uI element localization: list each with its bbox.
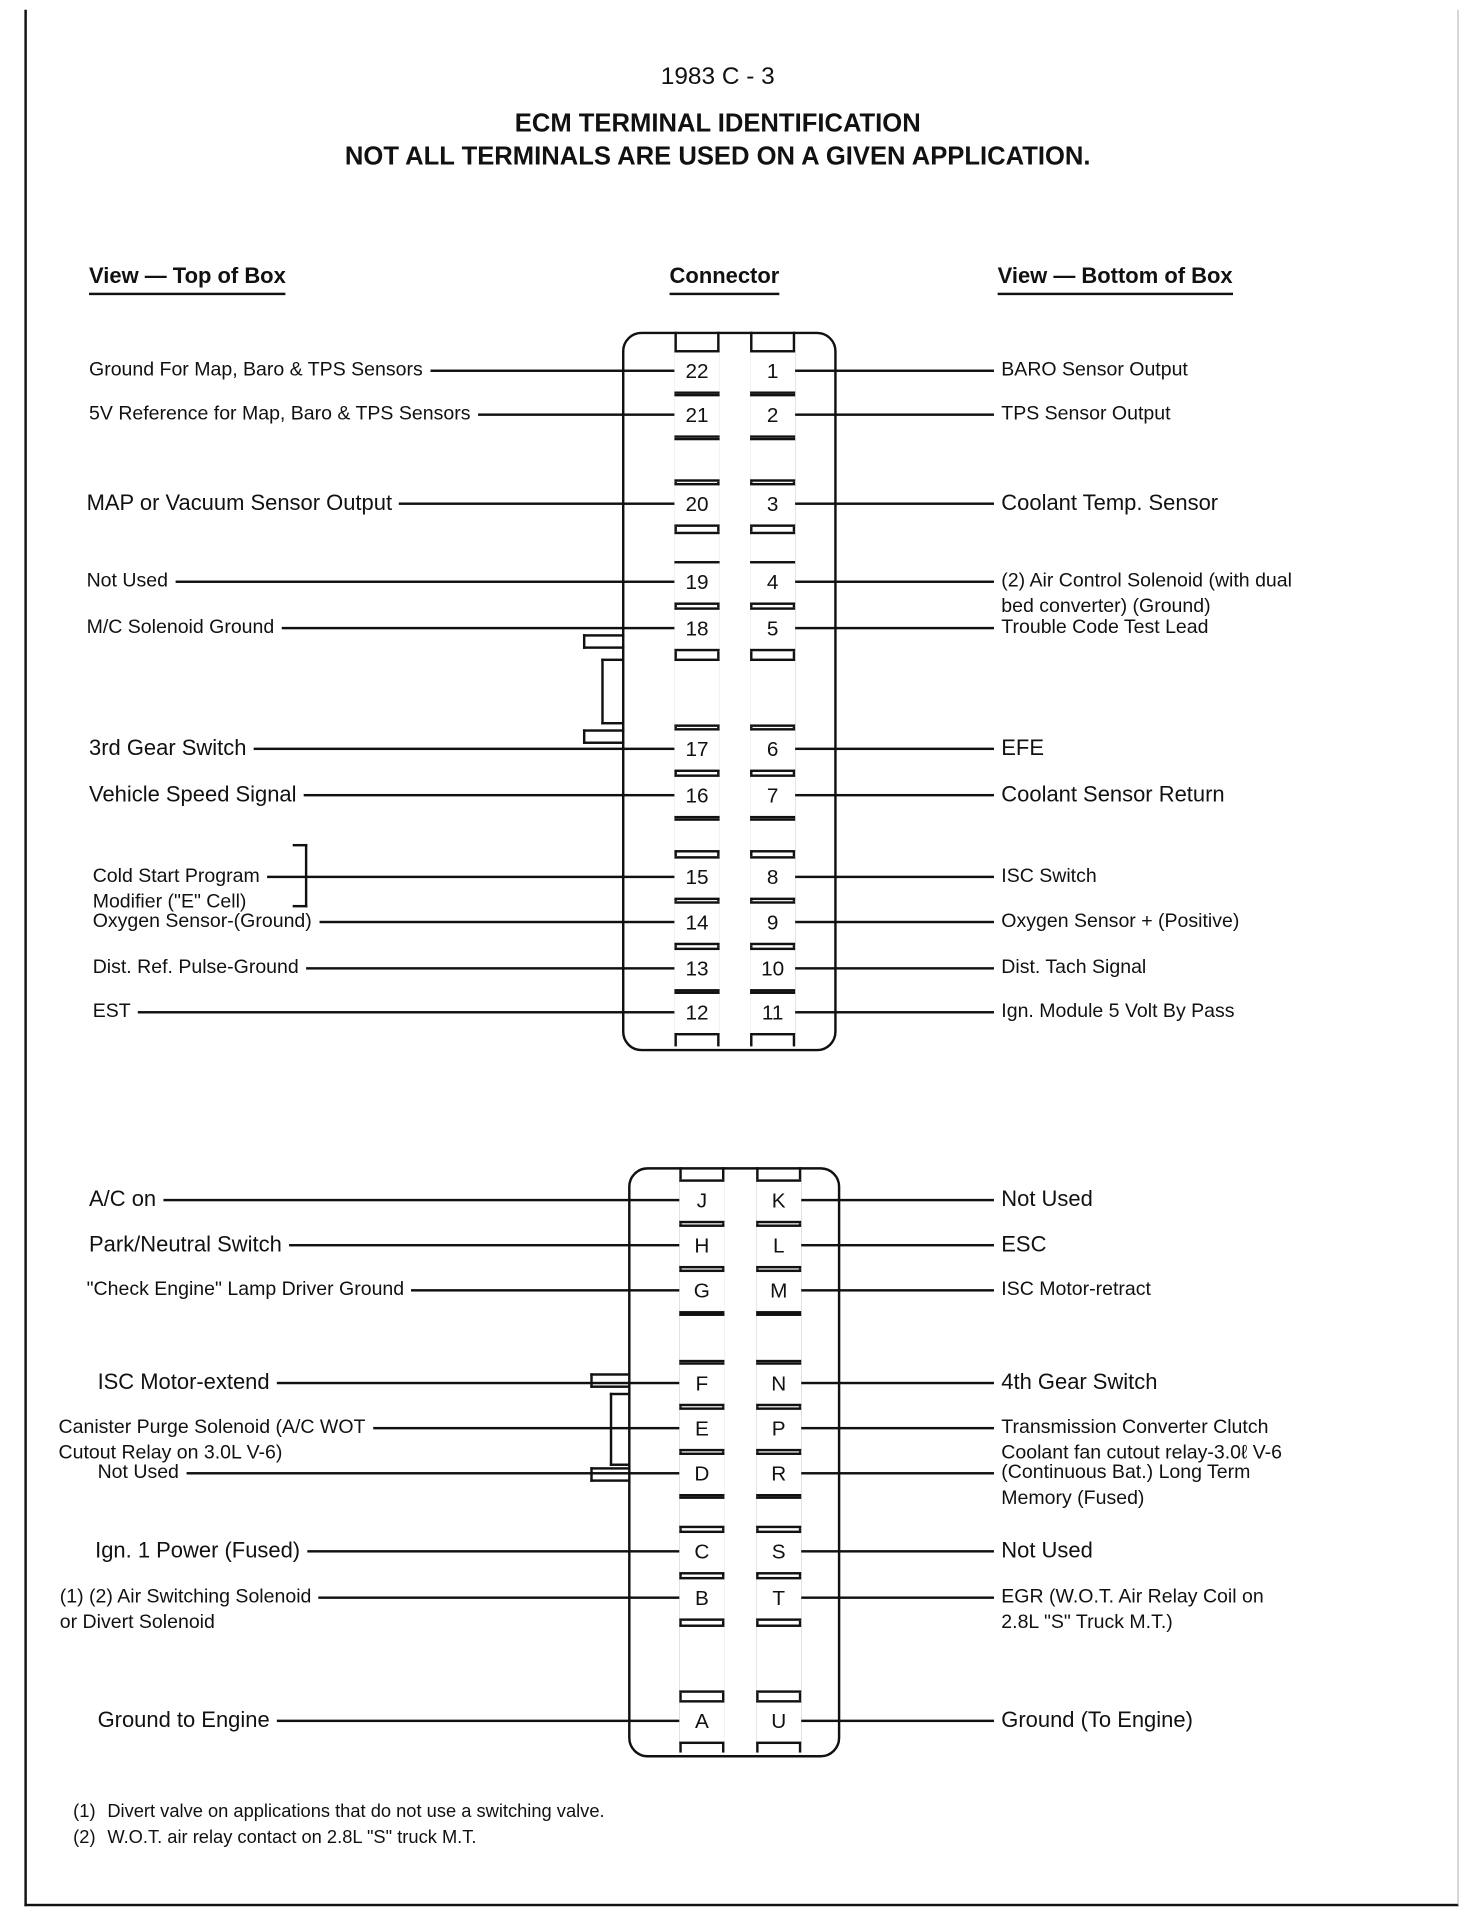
pin-left: J — [679, 1179, 724, 1223]
leader-line — [306, 967, 674, 969]
pin-left — [674, 659, 719, 727]
left-label-row — [93, 955, 675, 981]
right-label-row — [795, 490, 1218, 516]
terminal-label: Oxygen Sensor + (Positive) — [1001, 911, 1240, 932]
leader-line — [373, 1427, 680, 1429]
leader-line — [795, 502, 994, 504]
left-label-row — [93, 999, 675, 1025]
left-label-row — [89, 1187, 679, 1213]
terminal-label: Transmission Converter Clutch Coolant fan cutout relay-3.0ℓ V-6 — [1001, 1417, 1283, 1464]
terminal-label: Ign. Module 5 Volt By Pass — [1001, 1001, 1235, 1023]
leader-line — [430, 370, 674, 372]
right-label-row — [801, 1277, 1151, 1303]
right-label-row — [795, 955, 1146, 981]
leader-line — [795, 921, 994, 923]
terminal-label: ISC Motor-extend — [97, 1369, 270, 1395]
footnote-text: W.O.T. air relay contact on 2.8L "S" truck M.T. — [107, 1826, 477, 1848]
leader-line — [795, 967, 994, 969]
leader-line — [319, 1596, 680, 1598]
pin-right: L — [756, 1224, 801, 1268]
terminal-label: BARO Sensor Output — [1001, 359, 1188, 381]
leader-line — [478, 413, 675, 415]
pin-right — [750, 818, 795, 852]
left-label-row — [59, 1415, 680, 1466]
right-label-row — [801, 1460, 1250, 1511]
leader-line — [801, 1382, 994, 1384]
leader-line — [801, 1244, 994, 1246]
right-label-row — [795, 735, 1044, 761]
right-label-row — [795, 568, 1292, 619]
terminal-label: ISC Motor-retract — [1001, 1279, 1151, 1301]
pin-right: 5 — [750, 607, 795, 651]
pin-right — [756, 1625, 801, 1693]
terminal-label: Coolant Sensor Return — [1001, 781, 1225, 807]
pin-left: 19 — [674, 561, 719, 605]
pin-left: 18 — [674, 607, 719, 651]
terminal-label: (Continuous Bat.) Long Term Memory (Fused) — [1001, 1462, 1251, 1509]
header-bottom-of-box: View — Bottom of Box — [998, 263, 1233, 295]
terminal-label: Not Used — [1001, 1186, 1093, 1212]
leader-line — [277, 1720, 679, 1722]
pin-right — [756, 1496, 801, 1528]
right-label-row — [795, 999, 1234, 1025]
footnote-2 — [73, 1827, 476, 1848]
leader-line — [138, 1011, 674, 1013]
pin-left: D — [679, 1453, 724, 1497]
right-label-row — [801, 1187, 1093, 1213]
footnote-text: Divert valve on applications that do not use a switching valve. — [107, 1801, 605, 1823]
leader-line — [175, 581, 674, 583]
left-label-row — [89, 1232, 679, 1258]
terminal-label: Ground (To Engine) — [1001, 1707, 1193, 1732]
terminal-label: MAP or Vacuum Sensor Output — [86, 490, 393, 515]
left-label-row — [60, 1584, 680, 1635]
terminal-label: EFE — [1001, 735, 1044, 760]
tab-bracket — [583, 634, 624, 649]
right-label-row — [795, 401, 1170, 427]
terminal-label: ISC Switch — [1001, 865, 1097, 887]
page-title: ECM TERMINAL IDENTIFICATION — [514, 109, 921, 138]
right-label-row — [801, 1538, 1093, 1564]
pin-left: 16 — [674, 774, 719, 818]
terminal-label: Dist. Ref. Pulse-Ground — [92, 957, 299, 979]
left-label-row — [87, 490, 675, 516]
terminal-label: Canister Purge Solenoid (A/C WOT Cutout Relay on 3.0L V-6) — [58, 1417, 366, 1464]
terminal-label: Cold Start Program Modifier ("E" Cell) — [92, 865, 260, 913]
leader-line — [282, 627, 675, 629]
pin-left: 17 — [674, 728, 719, 772]
pin-left — [674, 818, 719, 852]
header-connector: Connector — [670, 263, 780, 295]
leader-line — [801, 1472, 994, 1474]
terminal-label: Park/Neutral Switch — [89, 1231, 282, 1257]
leader-line — [801, 1427, 994, 1429]
pin-right: S — [756, 1531, 801, 1575]
pin-left: 13 — [674, 948, 719, 992]
leader-line — [801, 1199, 994, 1201]
right-label-row — [795, 863, 1097, 889]
left-label-row — [98, 1707, 680, 1733]
pin-right: 2 — [750, 394, 795, 438]
pin-left — [679, 1625, 724, 1693]
pin-left: 14 — [674, 901, 719, 945]
terminal-label: ESC — [1001, 1231, 1047, 1257]
pin-right: 10 — [750, 948, 795, 992]
pin-right: 1 — [750, 350, 795, 394]
right-label-row — [801, 1415, 1282, 1466]
leader-line — [304, 794, 675, 796]
leader-line — [411, 1289, 679, 1291]
terminal-label: Coolant Temp. Sensor — [1001, 490, 1219, 515]
terminal-label: Ground to Engine — [97, 1707, 270, 1732]
pin-right: 7 — [750, 774, 795, 818]
terminal-label: 4th Gear Switch — [1001, 1369, 1158, 1395]
left-label-row — [89, 357, 674, 383]
pin-left: 20 — [674, 483, 719, 527]
leader-line — [795, 370, 994, 372]
pin-right: 8 — [750, 856, 795, 900]
leader-line — [795, 627, 994, 629]
pin-right: 6 — [750, 728, 795, 772]
terminal-label: Dist. Tach Signal — [1001, 957, 1147, 979]
footnote-mark: (2) — [73, 1826, 96, 1848]
right-label-row — [801, 1232, 1046, 1258]
cold-start-bracket — [293, 844, 308, 907]
leader-line — [399, 502, 674, 504]
pin-right: U — [756, 1700, 801, 1744]
leader-line — [319, 921, 674, 923]
right-label-row — [795, 357, 1188, 383]
pin-right: N — [756, 1362, 801, 1406]
pin-right: T — [756, 1577, 801, 1621]
terminal-label: (1) (2) Air Switching Solenoid or Divert Solenoid — [59, 1586, 312, 1634]
leader-line — [801, 1720, 994, 1722]
leader-line — [795, 748, 994, 750]
tab-bracket — [610, 1393, 630, 1466]
terminal-label: TPS Sensor Output — [1001, 403, 1171, 425]
terminal-label: "Check Engine" Lamp Driver Ground — [86, 1279, 405, 1301]
leader-line — [289, 1244, 679, 1246]
leader-line — [795, 581, 994, 583]
tab-bracket — [583, 729, 624, 744]
pin-right: K — [756, 1179, 801, 1223]
left-label-row — [87, 1277, 680, 1303]
terminal-label: Vehicle Speed Signal — [89, 781, 297, 807]
right-label-row — [795, 782, 1224, 808]
pin-left: 21 — [674, 394, 719, 438]
pin-right: R — [756, 1453, 801, 1497]
footnote-1 — [73, 1801, 604, 1822]
pin-right: P — [756, 1407, 801, 1451]
page-subtitle: NOT ALL TERMINALS ARE USED ON A GIVEN APPLICATION. — [344, 142, 1091, 171]
pin-right — [750, 438, 795, 482]
pin-right — [750, 659, 795, 727]
leader-line — [307, 1550, 679, 1552]
pin-left — [674, 438, 719, 482]
pin-left — [679, 1314, 724, 1363]
connector-housing — [622, 332, 837, 1052]
right-label-row — [801, 1370, 1157, 1396]
leader-line — [801, 1289, 994, 1291]
left-label-row — [93, 863, 675, 914]
pin-left: E — [679, 1407, 724, 1451]
pin-right — [756, 1314, 801, 1363]
left-label-row — [95, 1538, 679, 1564]
terminal-label: Not Used — [86, 570, 168, 592]
terminal-label: Trouble Code Test Lead — [1001, 617, 1209, 638]
pin-left: A — [679, 1700, 724, 1744]
leader-line — [795, 794, 994, 796]
terminal-label: Ign. 1 Power (Fused) — [95, 1537, 301, 1563]
terminal-label: (2) Air Control Solenoid (with dual bed converter) (Ground) — [1001, 570, 1292, 618]
leader-line — [801, 1550, 994, 1552]
pin-right: 11 — [750, 992, 795, 1036]
leader-line — [795, 1011, 994, 1013]
page-label: 1983 C - 3 — [660, 63, 775, 91]
terminal-label: EST — [92, 1001, 131, 1023]
left-label-row — [89, 401, 674, 427]
tab-bracket — [590, 1373, 629, 1388]
terminal-label: Ground For Map, Baro & TPS Sensors — [89, 359, 423, 381]
right-label-row — [795, 615, 1208, 641]
pin-left: C — [679, 1531, 724, 1575]
terminal-label: Oxygen Sensor-(Ground) — [92, 911, 312, 932]
leader-line — [254, 748, 675, 750]
right-label-row — [801, 1584, 1263, 1635]
terminal-label: 5V Reference for Map, Baro & TPS Sensors — [89, 403, 471, 425]
pin-left: G — [679, 1270, 724, 1314]
pin-left: H — [679, 1224, 724, 1268]
pin-left: 22 — [674, 350, 719, 394]
pin-left: B — [679, 1577, 724, 1621]
right-label-row — [801, 1707, 1193, 1733]
pin-left: 15 — [674, 856, 719, 900]
terminal-label: A/C on — [89, 1186, 157, 1212]
terminal-label: 3rd Gear Switch — [89, 735, 247, 760]
leader-line — [801, 1596, 994, 1598]
header-top-of-box: View — Top of Box — [89, 263, 286, 295]
pin-left — [679, 1496, 724, 1528]
left-label-row — [89, 782, 674, 808]
right-label-row — [795, 909, 1239, 935]
terminal-label: Not Used — [97, 1462, 179, 1484]
left-label-row — [87, 568, 675, 594]
terminal-label: Not Used — [1001, 1537, 1093, 1563]
leader-line — [267, 876, 674, 878]
left-label-row — [93, 909, 675, 935]
terminal-label: EGR (W.O.T. Air Relay Coil on 2.8L "S" Truck M.T.) — [1001, 1586, 1264, 1634]
leader-line — [163, 1199, 679, 1201]
tab-bracket — [601, 659, 623, 725]
pin-right: 9 — [750, 901, 795, 945]
tab-bracket — [590, 1467, 629, 1482]
footnote-mark: (1) — [73, 1801, 96, 1823]
pin-left: 12 — [674, 992, 719, 1036]
pin-right: 4 — [750, 561, 795, 605]
pin-right: 3 — [750, 483, 795, 527]
leader-line — [795, 876, 994, 878]
leader-line — [795, 413, 994, 415]
terminal-label: M/C Solenoid Ground — [86, 617, 275, 638]
pin-right: M — [756, 1270, 801, 1314]
pin-left: F — [679, 1362, 724, 1406]
